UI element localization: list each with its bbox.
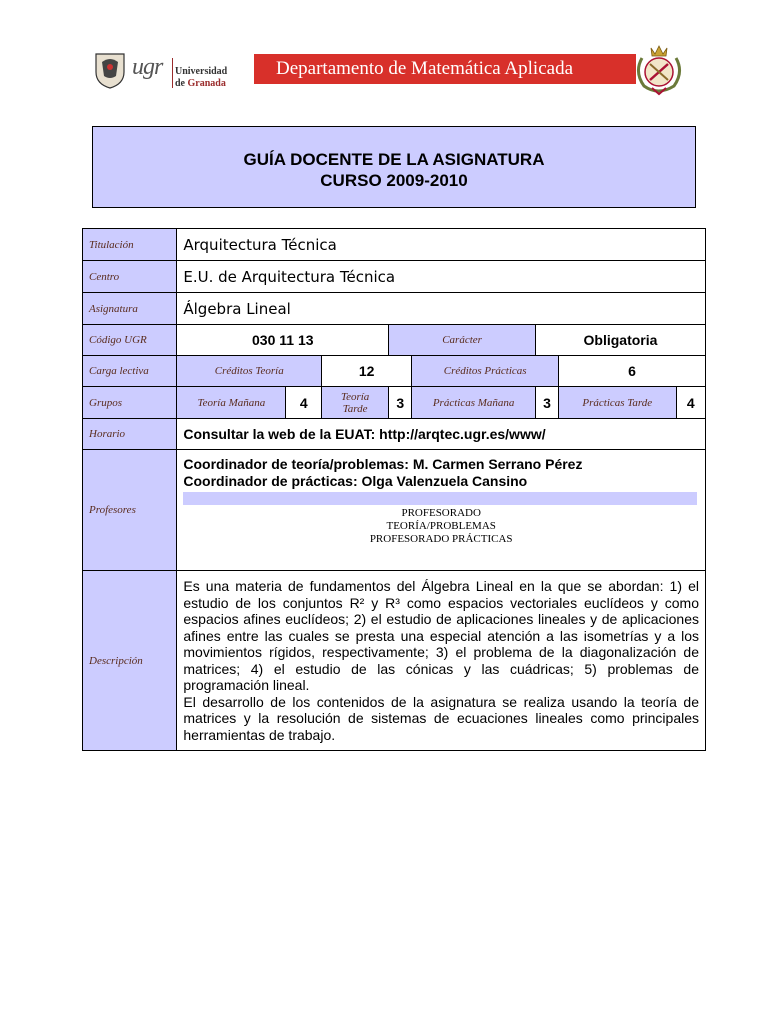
- descripcion-paragraph-2: El desarrollo de los contenidos de la asignatura se realiza usando la teoría de matrices y la resolución de sistemas de ecuaciones lineales como principales herramientas de trabajo.: [183, 693, 699, 743]
- university-line1: Universidad: [175, 66, 228, 77]
- profesores-divider-bar: [183, 492, 697, 505]
- row-carga-lectiva: [83, 356, 706, 387]
- ugr-crest-icon: [92, 50, 128, 90]
- asignatura-label: Asignatura: [83, 293, 177, 325]
- profesorado-teoria: TEORÍA/PROBLEMAS: [386, 520, 496, 532]
- practicas-tarde-value: 4: [676, 387, 706, 419]
- department-name: Departamento de Matemática Aplicada: [276, 58, 574, 79]
- codigo-value: 030 11 13: [177, 325, 389, 356]
- department-banner: [254, 54, 636, 84]
- row-descripcion: [83, 571, 706, 751]
- university-line2: [175, 78, 227, 90]
- creditos-practicas-label: Créditos Prácticas: [412, 356, 559, 387]
- creditos-practicas-value: 6: [559, 356, 706, 387]
- row-asignatura: [83, 293, 706, 325]
- row-profesores: [83, 450, 706, 571]
- codigo-label: Código UGR: [83, 325, 177, 356]
- title-line1: GUÍA DOCENTE DE LA ASIGNATURA: [243, 150, 545, 169]
- department-crest-icon: [630, 42, 688, 96]
- practicas-manana-label: Prácticas Mañana: [412, 387, 536, 419]
- centro-label: Centro: [83, 261, 177, 293]
- course-info-table: [82, 228, 706, 751]
- profesorado-practicas: PROFESORADO PRÁCTICAS: [369, 533, 513, 545]
- document-title-box: [92, 126, 696, 208]
- row-titulacion: [83, 229, 706, 261]
- university-line2-red: Granada: [187, 78, 226, 89]
- university-name: [175, 66, 227, 90]
- creditos-teoria-label: Créditos Teoría: [177, 356, 322, 387]
- teoria-tarde-label: Teoría Tarde: [322, 387, 389, 419]
- descripcion-label: Descripción: [83, 571, 177, 751]
- caracter-value: Obligatoria: [535, 325, 705, 356]
- practicas-manana-value: 3: [535, 387, 558, 419]
- university-line2-prefix: de: [175, 78, 188, 89]
- caracter-label: Carácter: [389, 325, 536, 356]
- ugr-logo: [92, 48, 232, 96]
- coordinador-practicas: Coordinador de prácticas: Olga Valenzuela Cansino: [183, 473, 528, 489]
- profesorado-heading: PROFESORADO: [401, 507, 481, 519]
- profesores-label: Profesores: [83, 450, 177, 571]
- teoria-tarde-value: 3: [389, 387, 412, 419]
- practicas-tarde-label: Prácticas Tarde: [559, 387, 676, 419]
- grupos-label: Grupos: [83, 387, 177, 419]
- titulacion-label: Titulación: [83, 229, 177, 261]
- horario-value: Consultar la web de la EUAT: http://arqtec.ugr.es/www/: [177, 419, 706, 450]
- title-line2: CURSO 2009-2010: [320, 171, 468, 190]
- row-centro: [83, 261, 706, 293]
- row-horario: [83, 419, 706, 450]
- centro-value: E.U. de Arquitectura Técnica: [177, 261, 706, 293]
- titulacion-value: Arquitectura Técnica: [177, 229, 706, 261]
- teoria-manana-label: Teoría Mañana: [177, 387, 286, 419]
- logo-divider: [172, 58, 173, 88]
- teoria-manana-value: 4: [286, 387, 322, 419]
- asignatura-value: Álgebra Lineal: [177, 293, 706, 325]
- ugr-logo-text: ugr: [132, 54, 163, 80]
- creditos-teoria-value: 12: [322, 356, 412, 387]
- row-grupos: [83, 387, 706, 419]
- carga-label: Carga lectiva: [83, 356, 177, 387]
- coordinador-teoria: Coordinador de teoría/problemas: M. Carmen Serrano Pérez: [183, 456, 583, 472]
- profesores-cell: [177, 450, 706, 571]
- descripcion-cell: [177, 571, 706, 751]
- row-codigo: [83, 325, 706, 356]
- horario-label: Horario: [83, 419, 177, 450]
- descripcion-paragraph-1: Es una materia de fundamentos del Álgebra Lineal en la que se abordan: 1) el estudio de los conjuntos R² y R³ como espacios vectoriales euclídeos y como espacios afines euclídeos; 2) el estudio de aplicaciones lineales y de aplicaciones afines entre las cuales se presta una especial atención a las isometrías y a los movimientos rígidos, respectivamente; 3) el problema de la diagonalización de matrices; 4) el estudio de las cónicas y las cuádricas; 5) problemas de programación lineal.: [183, 578, 699, 693]
